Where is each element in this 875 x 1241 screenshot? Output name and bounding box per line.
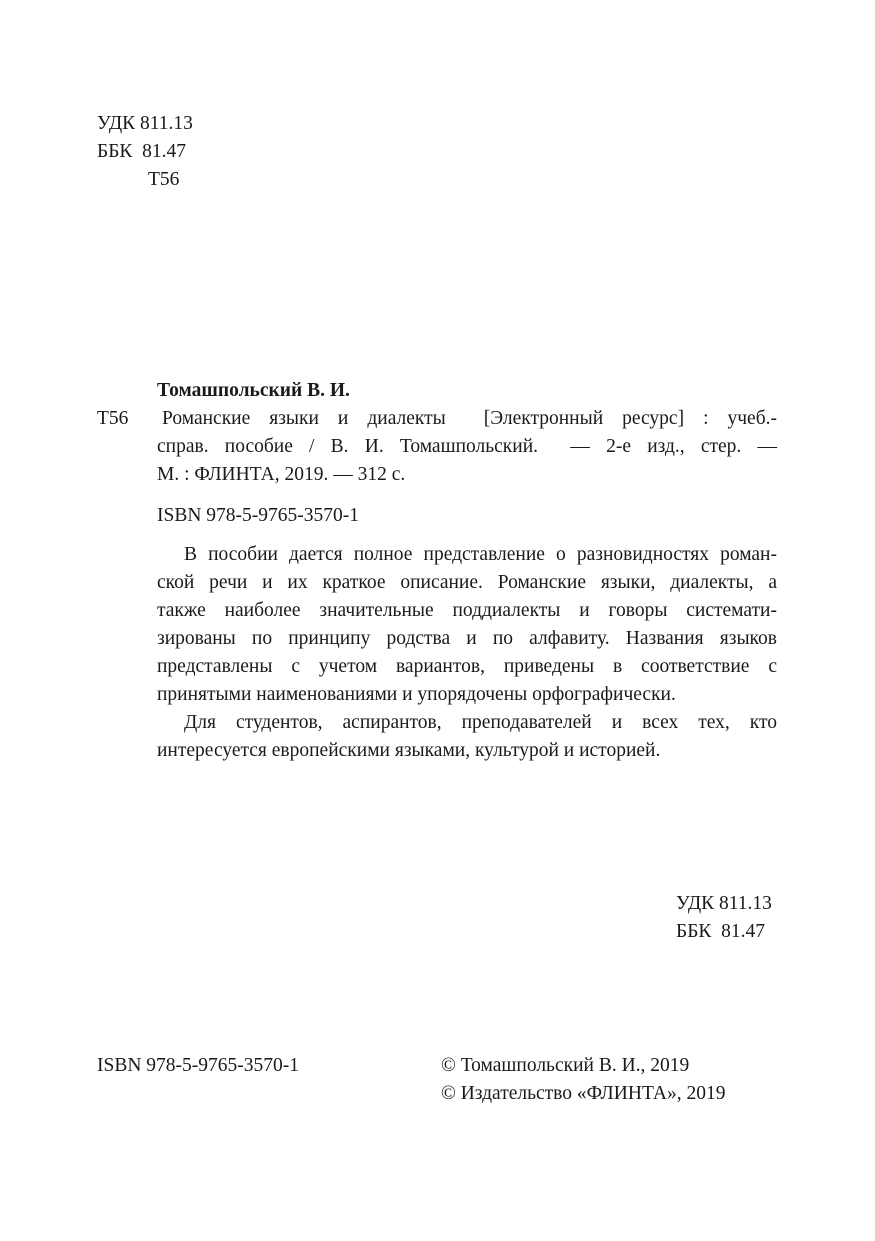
copyright-publisher: © Издательство «ФЛИНТА», 2019 — [441, 1083, 726, 1104]
description-line: Романские языки и диалекты [Электронный ресурс] : учеб.- — [162, 408, 777, 429]
author-heading: Томашпольский В. И. — [157, 380, 350, 401]
annotation-paragraph — [157, 541, 777, 709]
bbk-code-top: ББК 81.47 — [97, 141, 187, 162]
isbn-card: ISBN 978-5-9765-3570-1 — [157, 505, 360, 526]
annotation-line: В пособии дается полное представление о разновидностях роман- — [184, 544, 777, 565]
author-mark-top: Т56 — [148, 169, 180, 190]
isbn-footer: ISBN 978-5-9765-3570-1 — [97, 1055, 300, 1076]
annotation-line: интересуется европейскими языками, культурой и историей. — [157, 740, 661, 761]
udk-code-top: УДК 811.13 — [97, 113, 193, 134]
annotation-line: Для студентов, аспирантов, преподавателей и всех тех, кто — [184, 712, 777, 733]
annotation-line: принятыми наименованиями и упорядочены орфографически. — [157, 684, 676, 705]
author-mark-card: Т56 — [97, 408, 129, 429]
annotation-line: также наиболее значительные поддиалекты и говоры системати- — [157, 600, 777, 621]
description-line: справ. пособие / В. И. Томашпольский. — 2-е изд., стер. — — [157, 436, 777, 457]
annotation-line: ской речи и их краткое описание. Романские языки, диалекты, а — [157, 572, 777, 593]
annotation-line: зированы по принципу родства и по алфавиту. Названия языков — [157, 628, 777, 649]
copyright-author: © Томашпольский В. И., 2019 — [441, 1055, 690, 1076]
description-line: М. : ФЛИНТА, 2019. — 312 с. — [157, 464, 406, 485]
udk-code-bottom: УДК 811.13 — [676, 893, 772, 914]
annotation-line: представлены с учетом вариантов, приведены в соответствие с — [157, 656, 777, 677]
annotation-audience — [157, 709, 777, 765]
bbk-code-bottom: ББК 81.47 — [676, 921, 766, 942]
